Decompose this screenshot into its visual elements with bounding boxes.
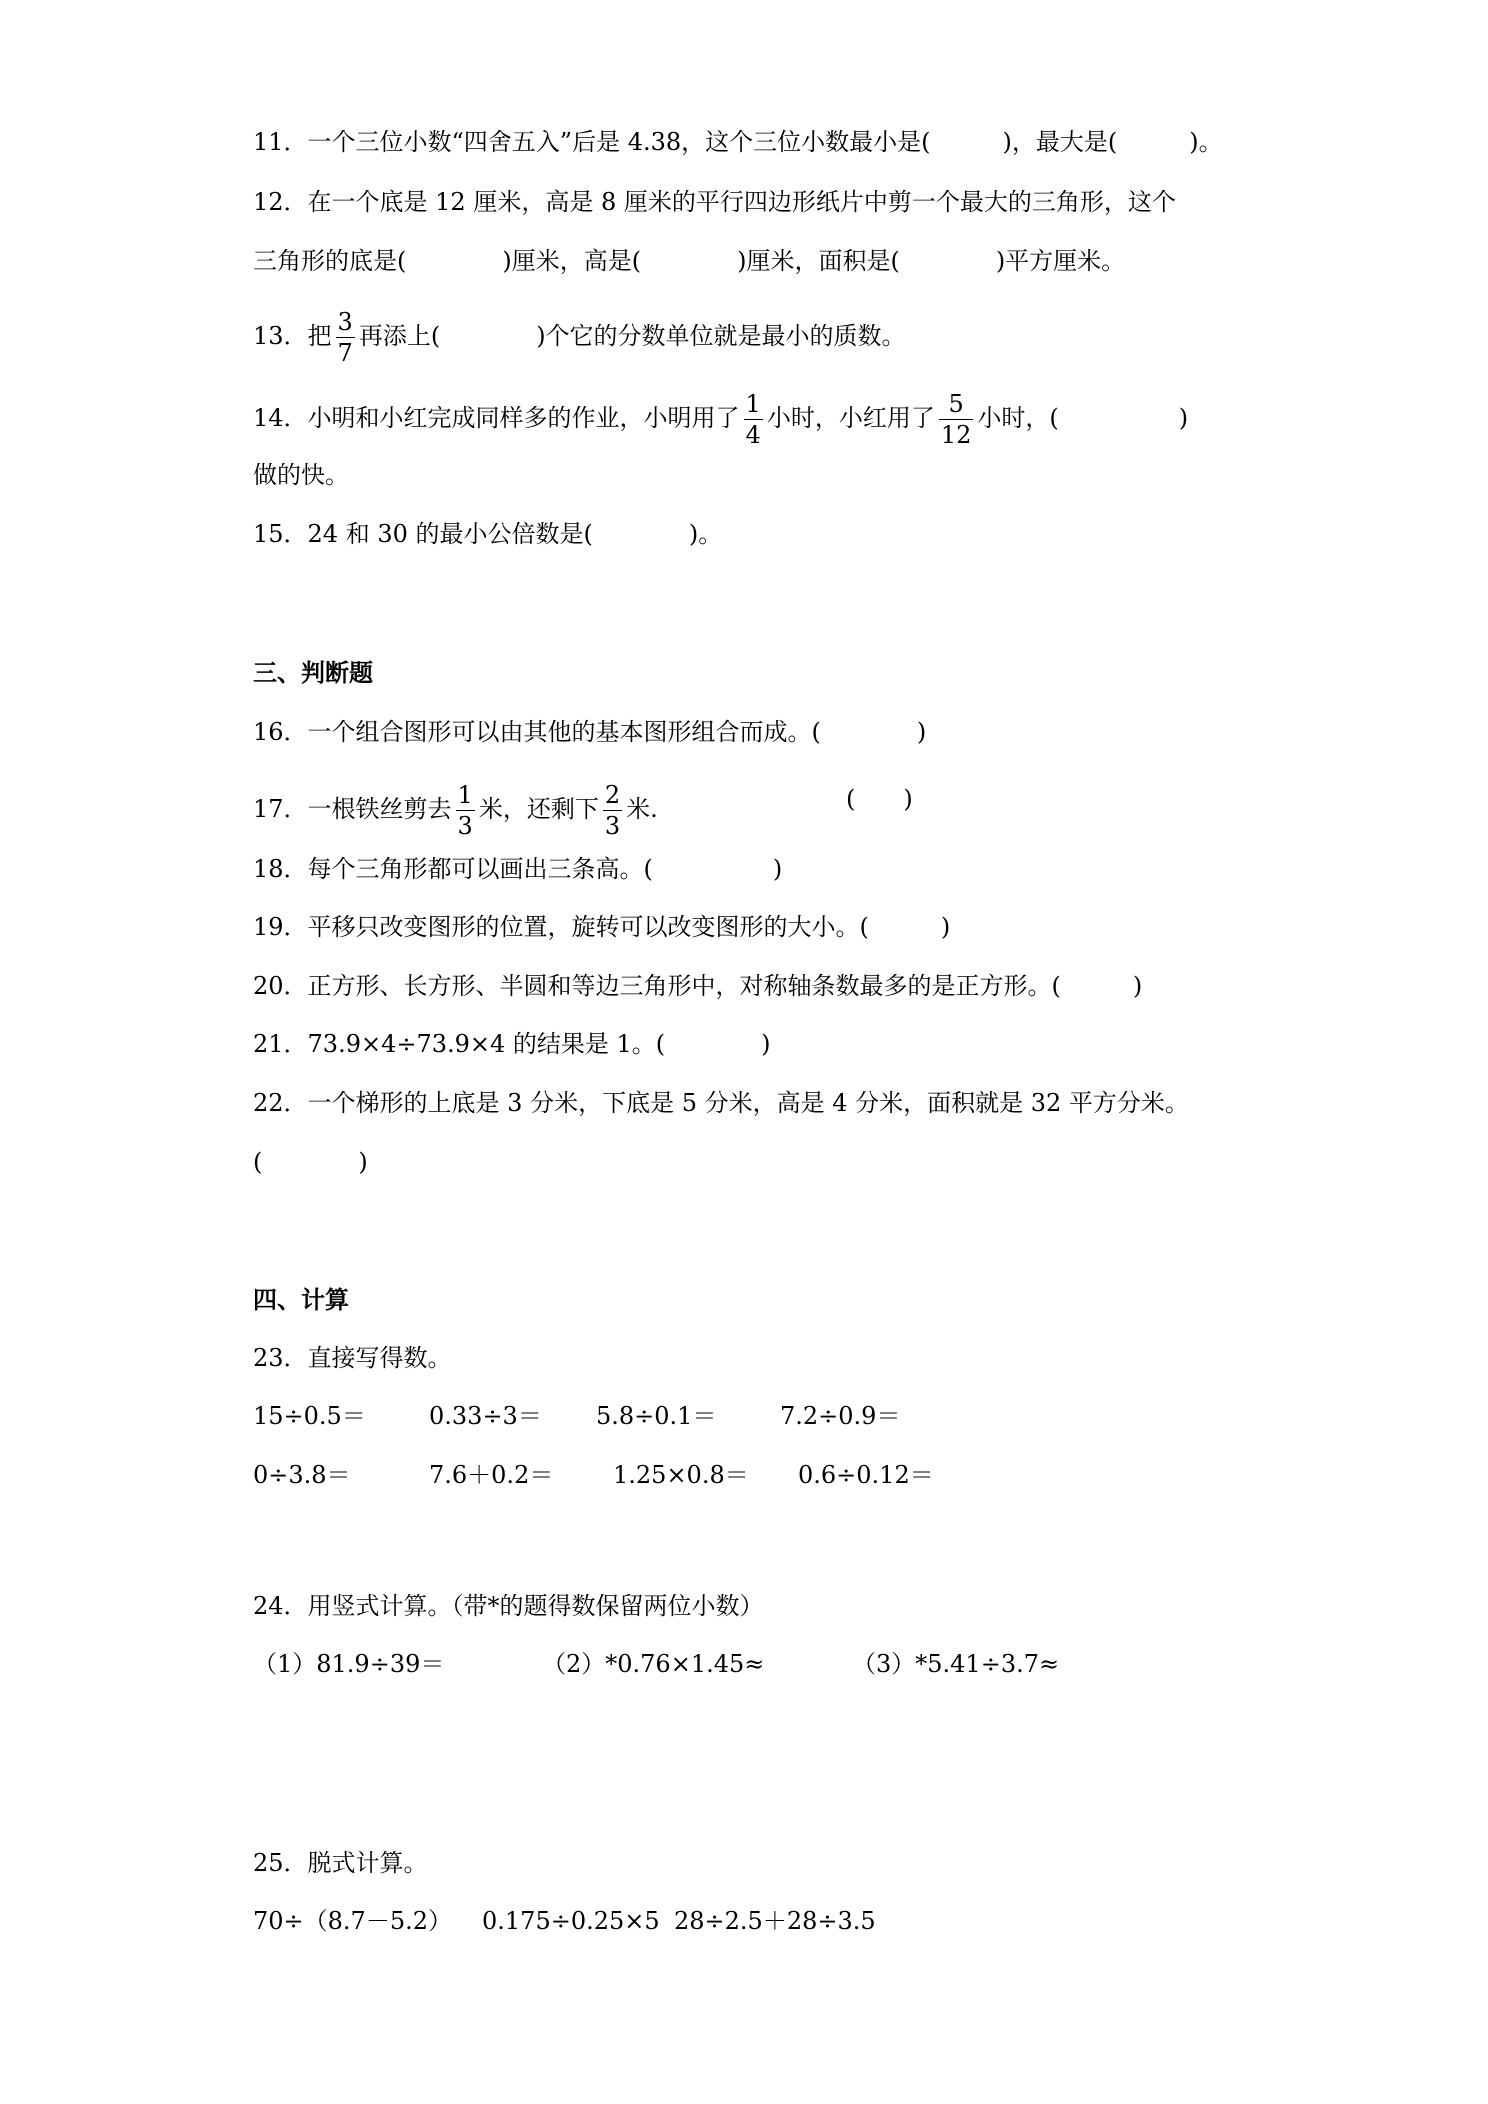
- section-4-title: 四、计算: [253, 1286, 349, 1314]
- question-25-title: 25．脱式计算。: [253, 1849, 428, 1877]
- oral-calc-item: 0÷3.8＝: [253, 1461, 351, 1489]
- fraction-5-12: $\frac{5}{12}$: [940, 390, 972, 449]
- question-22-line-2: ( ): [253, 1148, 368, 1176]
- section-3-title: 三、判断题: [253, 659, 373, 687]
- step-calc-item: 70÷（8.7－5.2）: [253, 1907, 452, 1935]
- question-14-line-2: 做的快。: [253, 461, 349, 489]
- question-18: 18．每个三角形都可以画出三条高。( ): [253, 855, 783, 883]
- question-14-line-1: 14．小明和小红完成同样多的作业，小明用了 $\frac{1}{4}$ 小时，小红用了 $\frac{5}{12}$ 小时，( ): [253, 390, 1189, 449]
- oral-calc-item: 15÷0.5＝: [253, 1402, 366, 1430]
- step-calc-item: 0.175÷0.25×5: [482, 1907, 660, 1935]
- vertical-calc-item: （3）*5.41÷3.7≈: [852, 1650, 1060, 1678]
- question-21: 21．73.9×4÷73.9×4 的结果是 1。( ): [253, 1030, 771, 1058]
- oral-calc-item: 5.8÷0.1＝: [596, 1402, 717, 1430]
- question-12-line-2: 三角形的底是( )厘米，高是( )厘米，面积是( )平方厘米。: [253, 247, 1126, 275]
- question-17-answer-bracket: ( ): [846, 785, 913, 813]
- question-23-title: 23．直接写得数。: [253, 1344, 452, 1372]
- oral-calc-item: 1.25×0.8＝: [613, 1461, 749, 1489]
- question-17: 17．一根铁丝剪去 $\frac{1}{3}$ 米，还剩下 $\frac{2}{3}$ 米.: [253, 781, 658, 840]
- question-12-line-1: 12．在一个底是 12 厘米，高是 8 厘米的平行四边形纸片中剪一个最大的三角形，这个: [253, 188, 1176, 216]
- question-20: 20．正方形、长方形、半圆和等边三角形中，对称轴条数最多的是正方形。( ): [253, 972, 1143, 1000]
- vertical-calc-item: （1）81.9÷39＝: [253, 1650, 445, 1678]
- vertical-calc-item: （2）*0.76×1.45≈: [542, 1650, 765, 1678]
- fraction-1-3: $\frac{1}{3}$: [457, 781, 473, 840]
- question-16: 16．一个组合图形可以由其他的基本图形组合而成。( ): [253, 718, 927, 746]
- question-11: 11．一个三位小数“四舍五入”后是 4.38，这个三位小数最小是( )，最大是( )。: [253, 128, 1223, 156]
- fraction-3-7: $\frac{3}{7}$: [337, 308, 353, 367]
- question-13: 13．把 $\frac{3}{7}$ 再添上( )个它的分数单位就是最小的质数。: [253, 308, 906, 367]
- oral-calc-item: 7.2÷0.9＝: [780, 1402, 901, 1430]
- fraction-2-3: $\frac{2}{3}$: [604, 781, 621, 840]
- question-19: 19．平移只改变图形的位置，旋转可以改变图形的大小。( ): [253, 913, 951, 941]
- question-22-line-1: 22．一个梯形的上底是 3 分米，下底是 5 分米，高是 4 分米，面积就是 32 平方分米。: [253, 1089, 1189, 1117]
- fraction-1-4: $\frac{1}{4}$: [745, 390, 761, 449]
- oral-calc-item: 7.6＋0.2＝: [429, 1461, 554, 1489]
- question-15: 15．24 和 30 的最小公倍数是( )。: [253, 520, 723, 548]
- question-24-title: 24．用竖式计算。（带*的题得数保留两位小数）: [253, 1592, 764, 1620]
- oral-calc-item: 0.6÷0.12＝: [798, 1461, 934, 1489]
- step-calc-item: 28÷2.5＋28÷3.5: [674, 1907, 876, 1935]
- oral-calc-item: 0.33÷3＝: [429, 1402, 542, 1430]
